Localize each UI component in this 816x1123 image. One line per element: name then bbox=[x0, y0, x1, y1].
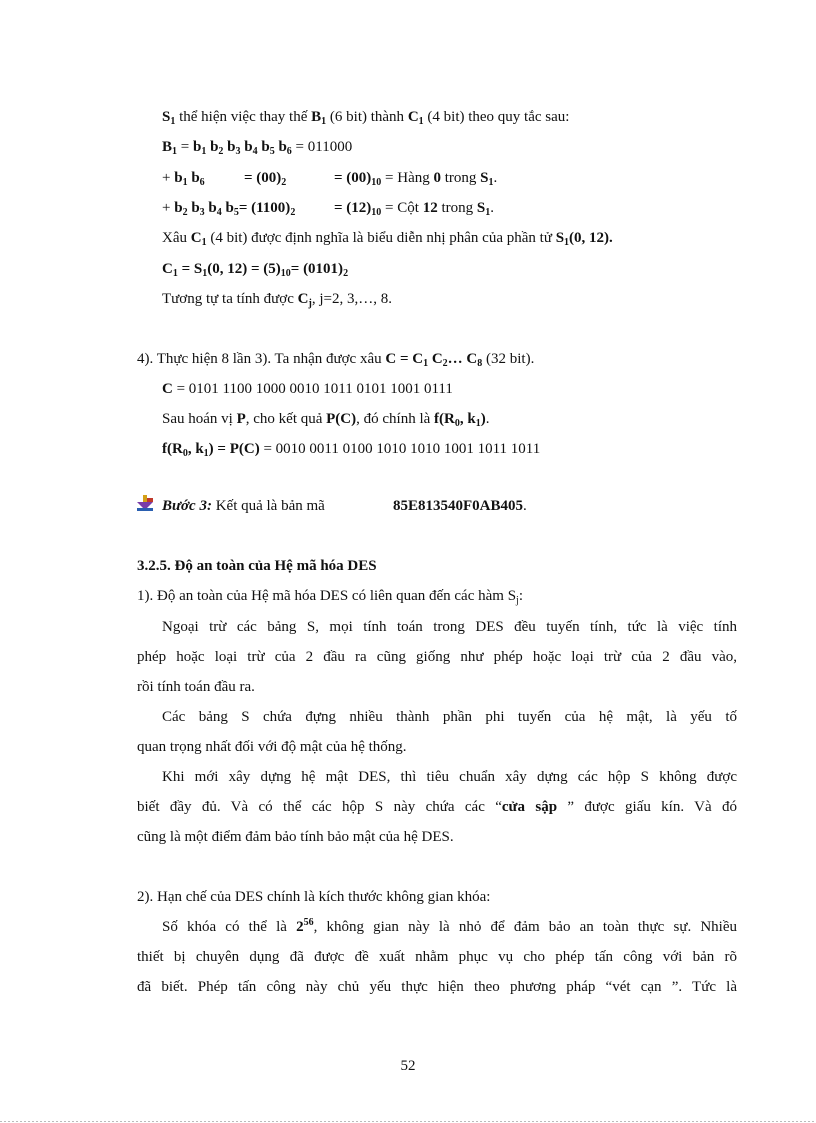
step3-line: Bước 3: Kết quả là bản mã 85E813540F0AB405. bbox=[162, 498, 527, 514]
c1-definition-line: Xâu $C_1$ (4 bit) được định nghĩa là biểu diễn nhị phân của phần tử $S_1(0$, 12). bbox=[162, 230, 613, 248]
s1-rule-line: $S_1$ thể hiện việc thay thế $B_1$ (6 bit) thành $C_1$ (4 bit) theo quy tắc sau: bbox=[162, 109, 570, 127]
security-point-2-title: 2). Hạn chế của DES chính là kích thước không gian khóa: bbox=[137, 889, 491, 905]
paragraph-line: thiết bị chuyên dụng đã được đề xuất nhằm phục vụ cho phép tấn công với bản rõ bbox=[137, 949, 737, 965]
c-value-line: C = 0101 1100 1000 0010 1011 0101 1001 0111 bbox=[162, 381, 453, 397]
paragraph-line: Khi mới xây dựng hệ mật DES, thì tiêu chuẩn xây dựng các hộp S không được bbox=[162, 769, 737, 785]
paragraph-last-line: quan trọng nhất đối với độ mật của hệ thống. bbox=[137, 739, 407, 755]
b1-bits-line: $B_1 = b_1$ $b_2$ $b_3$ $b_4$ $b_5$ $b_6 = 011000$ bbox=[162, 139, 353, 157]
paragraph-line: phép hoặc loại trừ của 2 đầu ra cũng giống như phép hoặc loại trừ của 2 đầu vào, bbox=[137, 649, 737, 665]
paragraph-line: Ngoại trừ các bảng S, mọi tính toán trong DES đều tuyến tính, tức là việc tính bbox=[162, 619, 737, 635]
paragraph-line: đã biết. Phép tấn công này chủ yếu thực hiện theo phương pháp “vét cạn ”. Tức là bbox=[137, 979, 737, 995]
paragraph-last-line: cũng là một điểm đảm bảo tính bảo mật của hệ DES. bbox=[137, 829, 454, 845]
c1-value-line: $C_1 = S_1(0$, $12) = (5)_{10}= (0101)_2$ bbox=[162, 261, 349, 279]
step4-line: 4). Thực hiện 8 lần 3). Ta nhận được xâu $C = C_1$ $C_2\dots$ $C_8$ (32 bit). bbox=[137, 351, 535, 369]
permutation-line: Sau hoán vị P, cho kết quả P(C), đó chính là $f(R_0$, $k_1$). bbox=[162, 411, 490, 429]
section-heading: 3.2.5. Độ an toàn của Hệ mã hóa DES bbox=[137, 558, 377, 574]
page-number: 52 bbox=[400, 1058, 416, 1074]
bullet-arrow-icon bbox=[137, 495, 155, 511]
column-index-line: + $b_2$ $b_3$ $b_4$ $b_5= (1100)_2$ = $(12)_{10}$ = Cột 12 trong $S_1$. bbox=[162, 200, 494, 218]
trapdoor-line: biết đầy đủ. Và có thể các hộp S này chứa các “cửa sập ” được giấu kín. Và đó bbox=[137, 799, 738, 815]
paragraph-last-line: rồi tính toán đầu ra. bbox=[137, 679, 255, 695]
paragraph-line: Các bảng S chứa đựng nhiều thành phần phi tuyến của hệ mật, là yếu tố bbox=[162, 709, 737, 725]
f-value-line: $f(R_0$, $k_1) = P(C) = 0010$ 0011 0100 1010 1010 1001 1011 1011 bbox=[162, 441, 541, 459]
row-index-line: + $b_1$ $b_6$ = $(00)_2$ = $(00)_{10}$ = Hàng 0 trong $S_1$. bbox=[162, 170, 498, 188]
page-bottom-border bbox=[0, 1121, 816, 1122]
security-point-1-title: 1). Độ an toàn của Hệ mã hóa DES có liên quan đến các hàm $S_j$: bbox=[137, 588, 523, 606]
keyspace-line: Số khóa có thể là $2^{56}$, không gian này là nhỏ để đảm bảo an toàn thực sự. Nhiều bbox=[162, 917, 738, 935]
cj-similar-line: Tương tự ta tính được $C_j$, j=2, 3,…, 8. bbox=[162, 291, 392, 309]
